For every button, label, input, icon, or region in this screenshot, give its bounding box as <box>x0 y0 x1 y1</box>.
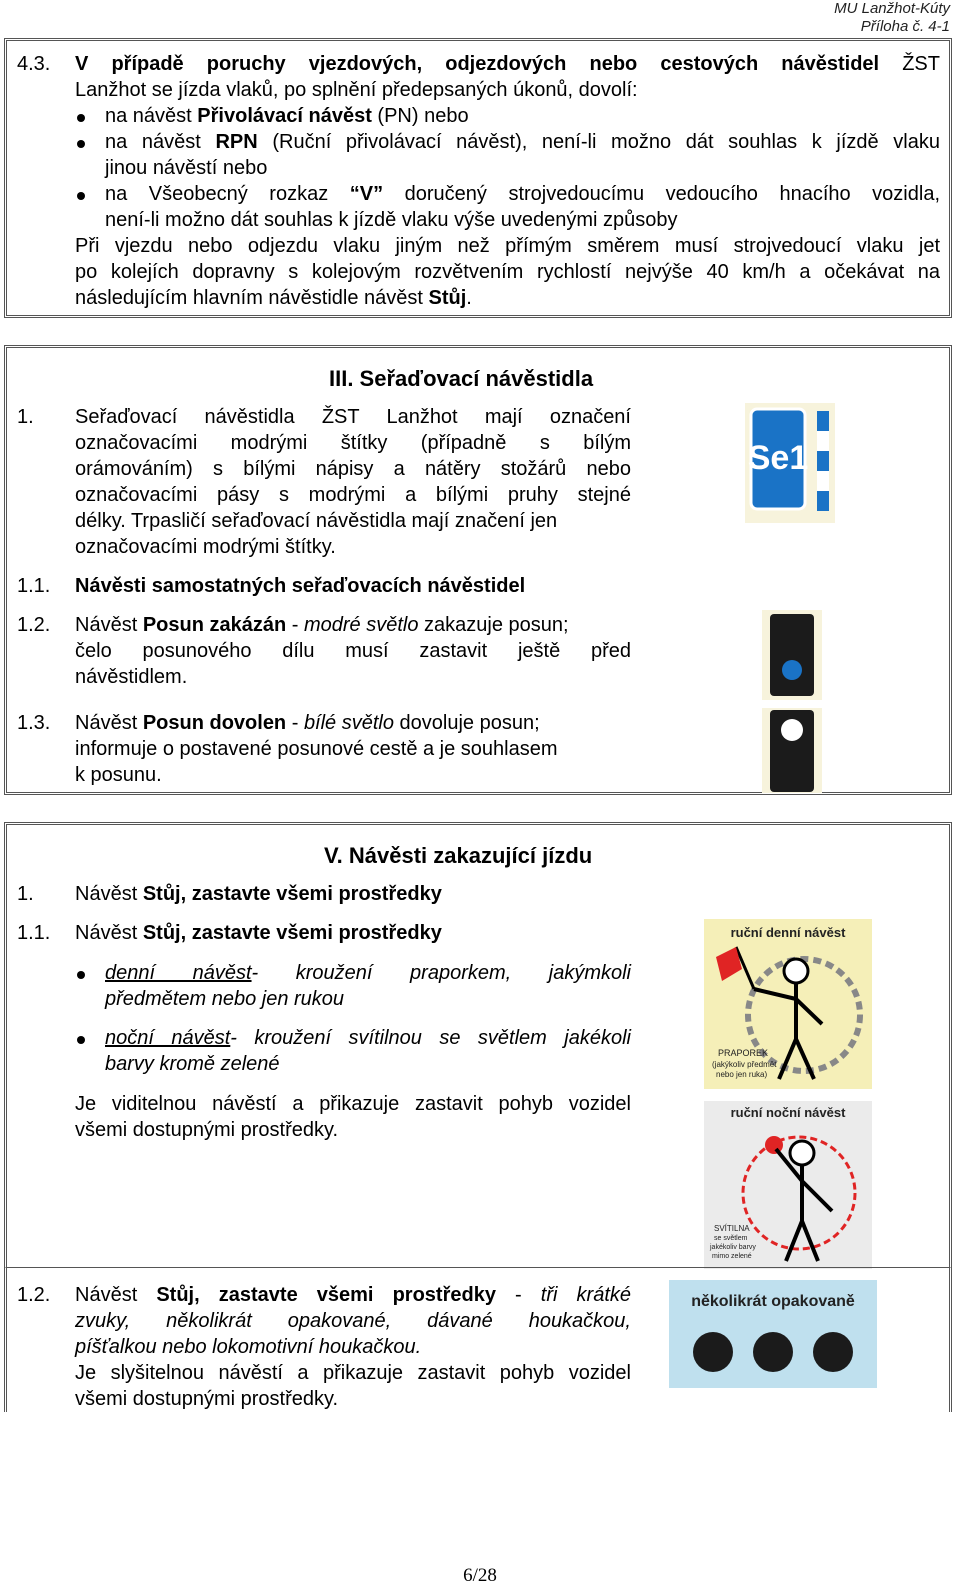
s43-para-3: následujícím hlavním návěstidle návěst Stůj. <box>75 287 472 309</box>
s3-item-1-line: označovacími pásy s modrými a bílými pruhy stejné <box>75 484 631 506</box>
sound-dot-icon <box>813 1332 853 1372</box>
s43-title: V případě poruchy vjezdových, odjezdových nebo cestových návěstidel ŽST <box>75 53 940 75</box>
svg-text:SVÍTILNA: SVÍTILNA <box>714 1224 750 1233</box>
s43-para-1: Při vjezdu nebo odjezdu vlaku jiným než přímým směrem musí strojvedoucí vlaku jet <box>75 235 940 257</box>
bullet-dot <box>77 192 85 200</box>
s3-item-1-3-line: k posunu. <box>75 764 162 786</box>
page-header <box>834 0 950 36</box>
s3-item-1-2-line: čelo posunového dílu musí zastavit ještě před <box>75 640 631 662</box>
s5-bullet-night-cont: barvy kromě zelené <box>105 1053 280 1075</box>
bullet-dot <box>77 1036 85 1044</box>
svg-text:jakékoliv barvy: jakékoliv barvy <box>710 1244 756 1251</box>
s5-bullet-night: noční návěst- kroužení svítilnou se světlem jakékoli <box>105 1027 631 1049</box>
s43-number: 4.3. <box>17 53 51 75</box>
shunt-prohibited-signal <box>762 610 822 700</box>
header-doc-name: MU Lanžhot-Kúty <box>834 0 950 17</box>
se1-sign-text: Se1 <box>747 439 809 477</box>
svg-text:PRAPOREK: PRAPOREK <box>718 1048 769 1058</box>
blue-light-icon <box>782 660 802 680</box>
s3-item-1-3-line: informuje o postavené posunové cestě a je souhlasem <box>75 738 558 760</box>
header-appendix: Příloha č. 4-1 <box>860 18 950 35</box>
svg-text:ruční denní návěst: ruční denní návěst <box>730 925 846 940</box>
bullet-dot <box>77 140 85 148</box>
se1-sign-picture <box>745 403 835 523</box>
s5-bullet-day-cont: předmětem nebo jen rukou <box>105 988 345 1010</box>
bullet-dot <box>77 114 85 122</box>
s5-bullet-day: denní návěst- kroužení praporkem, jakýmkoli <box>105 962 631 984</box>
s3-item-1-line: označovacími modrými štítky. <box>75 536 336 558</box>
sound-dot-icon <box>753 1332 793 1372</box>
svg-text:nebo jen ruka): nebo jen ruka) <box>716 1070 768 1079</box>
section-5-cont: 1.2. Návěst Stůj, zastavte všemi prostředky - tři krátké zvuky, několikrát opakované, dávané houkačkou, píšťalkou nebo lokomotivní houkačkou. Je slyšitelnou návěstí a přikazuje zastavit pohyb vozidel všemi dostupnými prostředky. několikrát opakovaně <box>4 1267 952 1412</box>
svg-text:mimo zelené: mimo zelené <box>712 1253 752 1260</box>
svg-text:(jakýkoliv předmět: (jakýkoliv předmět <box>712 1060 777 1069</box>
s5-item-1-2-line: Je slyšitelnou návěstí a přikazuje zastavit pohyb vozidel <box>75 1362 631 1384</box>
section-3-heading: III. Seřaďovací návěstidla <box>329 366 594 391</box>
s3-item-1-line: délky. Trpasličí seřaďovací návěstidla mají značení jen <box>75 510 558 532</box>
s5-item-1-2-line: píšťalkou nebo lokomotivní houkačkou. <box>75 1336 422 1358</box>
svg-text:ruční noční návěst: ruční noční návěst <box>730 1105 846 1120</box>
s3-item-1-line: označovacími modrými štítky (případně s bílým <box>75 432 631 454</box>
s43-line2: Lanžhot se jízda vlaků, po splnění předepsaných úkonů, dovolí: <box>75 79 638 101</box>
section-4-3-box <box>4 38 952 318</box>
s5-item-1-2-line: všemi dostupnými prostředky. <box>75 1388 339 1410</box>
svg-text:se světlem: se světlem <box>714 1235 748 1242</box>
s43-para-2: po kolejích dopravny s kolejovým rozvětvením rychlostí nejvýše 40 km/h a očekávat na <box>75 261 940 283</box>
s43-bullet-3-cont: není-li možno dát souhlas k jízdě vlaku výše uvedenými způsoby <box>105 209 678 231</box>
shunt-allowed-signal <box>762 708 822 793</box>
s3-item-1-line: orámováním) s bílými nápisy a nátěry stožárů nebo <box>75 458 631 480</box>
night-hand-signal-picture <box>704 1101 872 1269</box>
s3-item-1-line: Seřaďovací návěstidla ŽST Lanžhot mají označení <box>75 406 631 428</box>
page-number: 6/28 <box>463 1565 497 1586</box>
s43-bullet-1: na návěst Přivolávací návěst (PN) nebo <box>105 105 469 127</box>
svg-text:několikrát opakovaně: několikrát opakovaně <box>691 1293 855 1310</box>
s5-item-1-2-line: zvuky, několikrát opakované, dávané houkačkou, <box>75 1310 631 1332</box>
day-hand-signal-picture <box>704 919 872 1089</box>
s5-para-1: Je viditelnou návěstí a přikazuje zastavit pohyb vozidel <box>75 1093 631 1115</box>
section-3-box: III. Seřaďovací návěstidla 1. Seřaďovací návěstidla ŽST Lanžhot mají označení označovacími modrými štítky (případně s bílým orámováním) s bílými nápisy a nátěry stožárů nebo označovacími pásy s modrými a bílými pruhy stejné délky. Trpasličí seřaďovací návěstidla mají značení jen označovacími modrými štítky. 1.1. Návěsti samostatných seřaďovacích návěstidel 1.2. Návěst Posun zakázán - modré světlo zakazuje posun; čelo posunového dílu musí zastavit ještě před návěstidlem. 1.3. Návěst Posun dovolen - bílé světlo dovoluje posun; informuje o postavené posunové cestě a je souhlasem k posunu. Se1 <box>4 345 952 795</box>
section-5-heading: V. Návěsti zakazující jízdu <box>324 843 593 868</box>
white-light-icon <box>781 719 803 741</box>
section-5-box: V. Návěsti zakazující jízdu 1. Návěst Stůj, zastavte všemi prostředky 1.1. Návěst Stůj, zastavte všemi prostředky denní návěst- kroužení praporkem, jakýmkoli předmětem nebo jen rukou noční návěst- kroužení svítilnou se světlem jakékoli barvy kromě zelené Je viditelnou návěstí a přikazuje zastavit pohyb vozidel všemi dostupnými prostředky. ruční denní návěst PRAPOREK (jakýkoliv předmět nebo jen ruka) ruční noční návěst SVÍTILNA se světlem jakékoliv barvy mimo zelené <box>4 822 952 1267</box>
sound-dot-icon <box>693 1332 733 1372</box>
bullet-dot <box>77 971 85 979</box>
s43-bullet-3: na Všeobecný rozkaz “V” doručený strojvedoucímu vedoucího hnacího vozidla, <box>105 183 940 205</box>
s43-bullet-2-cont: jinou návěstí nebo <box>105 157 268 179</box>
s43-bullet-2: na návěst RPN (Ruční přivolávací návěst), není-li možno dát souhlas k jízdě vlaku <box>105 131 940 153</box>
s3-item-1-2-line: návěstidlem. <box>75 666 188 688</box>
sound-signal-picture <box>669 1280 877 1388</box>
s5-para-2: všemi dostupnými prostředky. <box>75 1119 339 1141</box>
